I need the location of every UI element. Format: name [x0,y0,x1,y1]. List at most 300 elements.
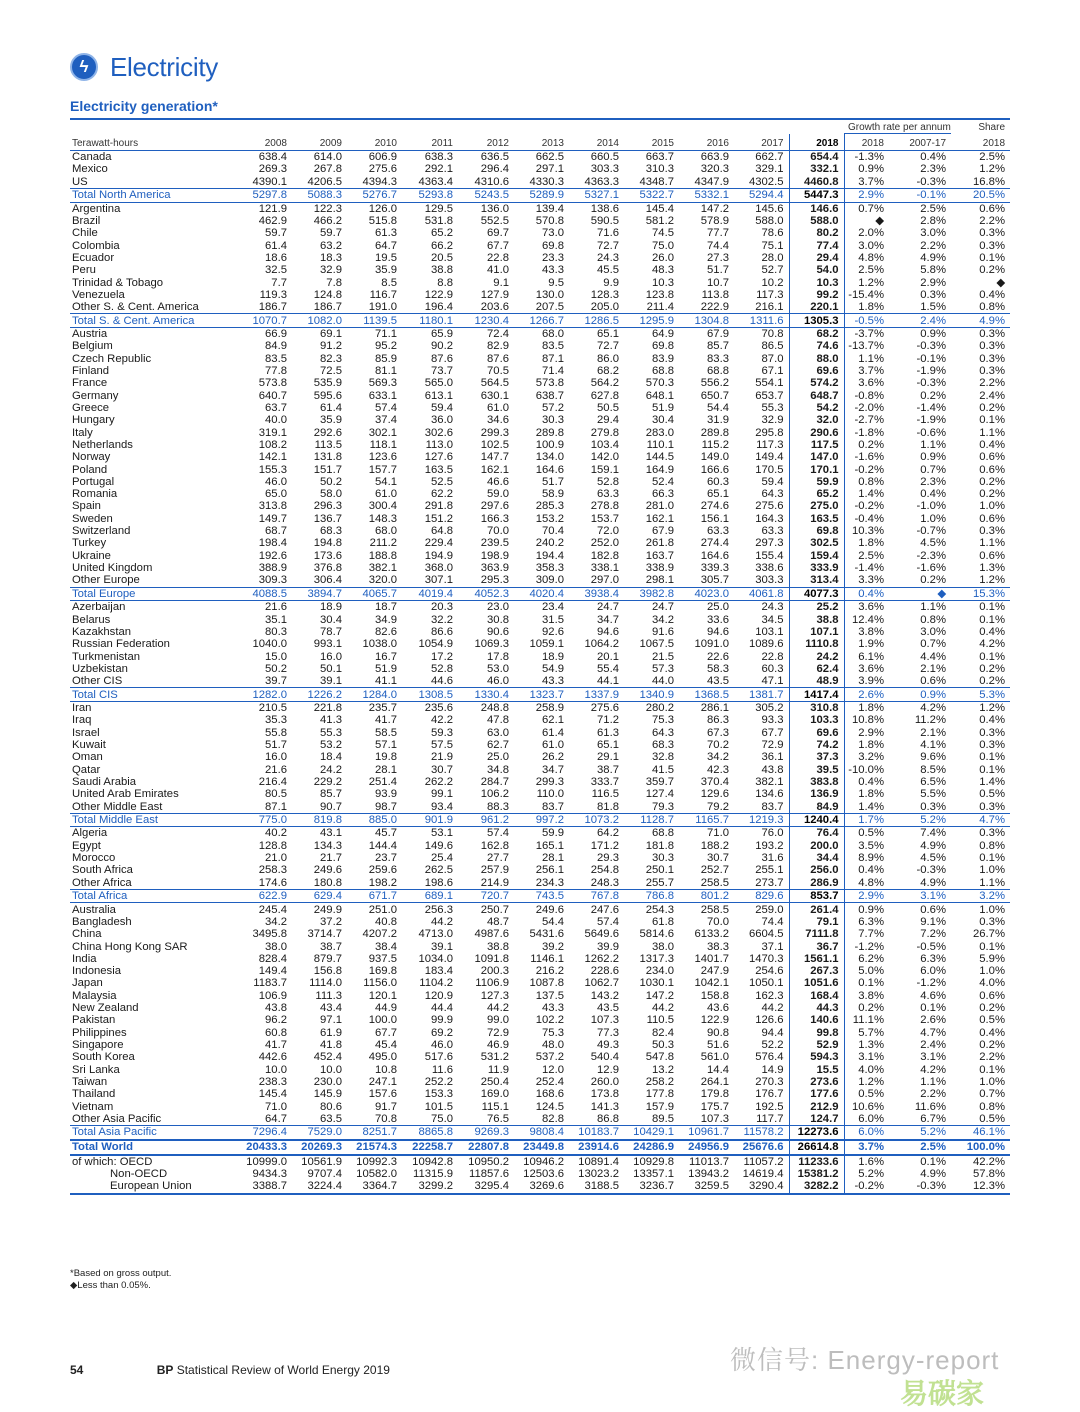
table-cell: 515.8 [368,215,397,227]
table-cell: 18.4 [320,751,342,764]
table-cell: 0.4% [920,151,947,164]
table-cell: 7.4% [920,827,947,840]
table-cell: 0.4% [844,864,889,876]
row-label: Israel [72,726,100,739]
table-cell: 92.6 [542,625,564,638]
table-cell: 1240.4 [789,813,844,827]
table-cell: -1.0% [916,500,947,513]
table-row [70,252,1010,264]
table-cell: 59.7 [320,227,342,240]
table-cell: 127.6 [424,451,453,464]
row-label: Singapore [72,1039,124,1052]
table-cell: 80.3 [265,625,287,638]
table-cell: 91.2 [320,340,342,353]
table-cell: 3.1% [889,889,951,903]
table-row [70,439,1010,451]
table-cell: 75.3 [652,714,674,727]
row-label: Chile [72,227,98,240]
table-cell: 123.6 [368,451,397,464]
table-cell: 25.2 [789,601,844,614]
table-cell: 442.6 [258,1051,287,1064]
share-header: Share [951,119,1010,134]
table-cell: 31.9 [707,414,729,427]
table-cell: 0.6% [979,202,1006,215]
table-cell: 0.4% [979,288,1006,301]
table-cell: 44.9 [375,1002,397,1015]
table-cell: 182.8 [590,549,619,562]
table-cell: 12273.6 [789,1126,844,1140]
table-cell: 43.5 [597,1002,619,1015]
table-cell: 3.7% [844,1140,889,1155]
table-cell: 258.5 [700,876,729,889]
table-cell: 7.8 [326,276,342,289]
table-cell: 10.6% [844,1100,889,1112]
table-cell: 48.9 [789,675,844,688]
section-title: Electricity [110,51,218,82]
row-label: Saudi Arabia [72,775,137,788]
table-cell: 106.2 [480,788,509,801]
row-label: Total CIS [70,688,236,702]
table-cell: 198.4 [258,537,287,550]
table-cell: 1368.5 [679,688,734,702]
table-cell: 2.3% [920,475,947,488]
table-cell: 38.7 [597,763,619,776]
table-cell: 689.1 [402,889,458,903]
table-cell: 63.3 [761,525,784,538]
table-cell: 5322.7 [624,188,679,202]
table-cell: 59.9 [542,827,564,840]
table-cell: 67.7 [487,239,509,252]
table-cell: 113.0 [425,438,453,451]
table-cell: 163.5 [789,513,844,525]
column-header: 2010 [347,134,402,151]
table-cell: 44.2 [761,1002,784,1015]
table-cell: 5297.8 [236,188,292,202]
table-cell: 3.3% [844,574,889,587]
table-cell: 5327.1 [569,188,624,202]
table-cell: 0.2% [979,475,1006,488]
table-cell: 1.8% [844,788,889,800]
row-label: Other S. & Cent. America [72,301,199,314]
table-cell: 786.8 [624,889,679,903]
table-cell: ◆ [889,587,951,601]
table-cell: 51.9 [652,401,674,414]
table-cell: 80.5 [265,788,287,801]
table-cell: 41.3 [320,714,342,727]
table-cell: 62.4 [789,663,844,675]
table-cell: 21.6 [265,601,287,614]
row-label: Total Europe [70,587,236,601]
table-cell: 743.5 [514,889,569,903]
table-cell: 181.8 [645,839,674,852]
table-cell: 1091.8 [474,952,509,965]
table-cell: 262.2 [424,775,453,788]
table-cell: 252.0 [590,537,619,550]
table-cell: 6.0% [844,1113,889,1126]
row-label: Thailand [72,1088,116,1101]
table-cell: -2.3% [916,549,947,562]
table-cell: 17.8 [487,650,509,663]
table-cell: 9.9 [603,276,619,289]
table-cell: 9.1 [493,276,509,289]
table-cell: 5289.9 [514,188,569,202]
table-cell: 13357.1 [633,1168,674,1181]
table-cell: 52.2 [761,1039,784,1052]
table-cell: 68.8 [707,365,729,378]
row-label: Ukraine [72,549,111,562]
table-cell: 564.2 [590,377,619,390]
row-label: Other Africa [72,876,132,889]
table-cell: 1304.8 [679,314,734,328]
table-cell: 633.1 [368,389,397,402]
table-cell: 299.3 [480,426,509,439]
table-cell: 70.5 [487,365,509,378]
table-cell: 274.4 [700,537,729,550]
table-cell: 198.9 [480,549,509,562]
table-row [70,1076,1010,1088]
table-cell: 256.0 [789,864,844,876]
table-cell: 83.3 [707,352,729,365]
table-cell: 320.0 [368,574,397,587]
table-cell: -2.7% [844,414,889,426]
table-cell: 86.0 [597,352,619,365]
table-cell: 332.1 [789,163,844,175]
table-cell: -0.1% [889,188,951,202]
table-cell: 24.7 [652,601,674,614]
table-cell: 3.8% [844,990,889,1002]
table-cell: 64.7 [265,1112,287,1125]
table-cell: 66.9 [265,328,287,341]
table-cell: 216.2 [535,965,564,978]
table-cell: 192.6 [258,549,287,562]
table-cell: 86.6 [431,625,453,638]
table-cell: 648.7 [789,390,844,402]
table-cell: 59.4 [761,475,784,488]
table-cell: 2.5% [844,264,889,276]
row-label: New Zealand [72,1002,139,1015]
table-cell: 313.8 [258,500,287,513]
table-cell: 4.2% [920,702,947,715]
table-cell: 180.8 [313,876,342,889]
table-cell: 38.8 [431,264,453,277]
table-cell: 64.8 [431,525,453,538]
table-cell: 250.4 [480,1075,509,1088]
table-cell: 885.0 [347,813,402,827]
table-cell: 234.3 [535,876,564,889]
table-cell: 12.3% [951,1180,1010,1193]
table-cell: 1038.0 [362,638,397,651]
table-cell: 57.3 [652,662,674,675]
row-label: Australia [72,903,116,916]
table-cell: 102.2 [535,1014,564,1027]
table-cell: 156.8 [313,965,342,978]
table-cell: 295.3 [480,574,509,587]
table-cell: 111.3 [315,989,342,1002]
table-cell: 15.0 [265,650,287,663]
table-row [70,163,1010,175]
table-cell: 78.7 [320,625,342,638]
table-cell: 11857.6 [469,1168,509,1181]
table-cell: 5.7% [844,1027,889,1039]
table-cell: 5.2% [889,1126,951,1140]
table-cell: 57.1 [375,738,397,751]
table-cell: 117.7 [756,1112,784,1125]
table-cell: 574.2 [789,377,844,389]
table-cell: 297.3 [755,537,784,550]
table-cell: 93.4 [431,800,453,813]
table-cell: 37.2 [320,915,342,928]
table-cell: 240.2 [535,537,564,550]
table-cell: 193.2 [755,839,784,852]
table-cell: -0.2% [844,463,889,475]
table-cell: 39.1 [431,940,453,953]
table-cell: 0.4% [844,776,889,788]
table-cell: 79.1 [789,916,844,928]
table-cell: 61.9 [320,1026,342,1039]
table-cell: 319.1 [258,426,287,439]
row-label: Hungary [72,414,115,427]
table-cell: 1262.2 [584,952,619,965]
table-row [70,977,1010,989]
row-label: Switzerland [72,525,131,538]
table-cell: 7.7% [844,928,889,940]
table-cell: 0.7% [979,1088,1006,1101]
table-cell: 44.6 [431,675,453,688]
footer-publication: Statistical Review of World Energy 2019 [176,1363,390,1377]
table-cell: 229.4 [424,537,453,550]
table-cell: 3299.2 [402,1180,458,1193]
table-cell: 71.0 [707,827,729,840]
table-cell: 47.8 [487,714,509,727]
table-row [70,877,1010,890]
table-cell: 34.2 [265,915,287,928]
table-cell: 10942.8 [412,1155,453,1168]
table-row [70,852,1010,864]
table-cell: 31.5 [542,613,564,626]
table-cell: 113.8 [701,288,729,301]
table-cell: 235.7 [368,702,397,715]
table-cell: 229.2 [313,775,342,788]
table-cell: 58.5 [375,726,397,739]
table-cell: 22.8 [761,650,784,663]
table-row [70,1039,1010,1051]
table-cell: 11315.9 [413,1168,453,1181]
table-cell: 149.4 [258,965,287,978]
table-cell: 0.3% [979,227,1006,240]
table-cell: 630.1 [480,389,509,402]
table-row [70,965,1010,977]
table-cell: 16.7 [375,650,397,663]
table-cell: 88.3 [487,800,509,813]
table-cell: 1073.2 [569,813,624,827]
table-cell: 220.1 [789,301,844,314]
table-cell: 4.9% [920,251,947,264]
table-cell: 101.5 [424,1100,453,1113]
table-cell: -1.6% [844,451,889,463]
table-cell: 110.5 [646,1014,674,1027]
table-cell: -0.4% [844,513,889,525]
table-cell: 302.1 [368,426,397,439]
table-cell: 10946.2 [523,1155,564,1168]
table-cell: 17.2 [431,650,453,663]
table-cell: 258.5 [700,903,729,916]
table-cell: 25.0 [707,601,729,614]
table-cell: 138.6 [590,202,619,215]
table-cell: 251.0 [368,903,397,916]
table-row [70,613,1010,625]
table-cell: 28.0 [761,251,784,264]
table-row [70,1014,1010,1026]
table-cell: 49.3 [597,1039,619,1052]
table-cell: 5.9% [979,952,1006,965]
table-cell: 0.6% [920,675,947,688]
table-cell: -0.6% [916,426,947,439]
table-cell: 4.0% [844,1064,889,1076]
table-cell: 10561.9 [301,1155,342,1168]
table-cell: 10.2 [761,276,784,289]
row-label: Russian Federation [72,638,170,651]
table-cell: 313.4 [789,574,844,587]
table-cell: 4.5% [920,852,947,865]
table-cell: 38.3 [707,940,729,953]
table-cell: 13023.2 [578,1168,619,1181]
table-cell: 24.2 [320,763,342,776]
table-cell: 177.6 [789,1088,844,1100]
table-row [70,377,1010,389]
table-cell: 283.0 [645,426,674,439]
table-cell: 116.7 [369,288,397,301]
table-cell: 211.2 [369,537,397,550]
column-header: 2011 [402,134,458,151]
table-cell: 1.8% [844,701,889,714]
table-cell: 46.9 [487,1039,509,1052]
table-cell: 30.7 [431,763,453,776]
table-cell: 155.4 [755,549,784,562]
table-cell: 32.2 [431,613,453,626]
table-cell: 169.8 [368,965,397,978]
table-cell: 211.4 [646,301,674,314]
column-header: 2017 [734,134,789,151]
total-row [70,889,1010,903]
table-cell: 0.4% [920,488,947,501]
table-cell: 0.1% [920,1155,947,1168]
table-cell: -1.2% [916,977,947,990]
table-cell: 6.2% [844,953,889,965]
table-cell: 4.7% [951,813,1010,827]
table-cell: 254.6 [755,965,784,978]
table-cell: 4.2% [920,1063,947,1076]
table-cell: -0.3% [916,377,947,390]
table-cell: 1417.4 [789,688,844,702]
table-cell: ◆ [996,276,1006,289]
table-cell: 80.2 [789,227,844,239]
table-row [70,827,1010,840]
table-cell: 69.6 [789,727,844,739]
table-row [70,1168,1010,1180]
table-cell: 47.1 [761,675,784,688]
footnotes [70,1268,171,1292]
table-cell: 274.6 [700,500,729,513]
table-cell: 9.5 [548,276,564,289]
table-cell: 52.5 [431,475,453,488]
table-cell: 0.3% [979,726,1006,739]
table-cell: 590.5 [590,215,619,227]
table-cell: 192.5 [755,1100,784,1113]
table-cell: 29.3 [597,852,619,865]
table-cell: 1091.0 [694,638,729,651]
row-label: China [72,928,102,941]
table-cell: 0.3% [979,328,1006,341]
table-cell: 1042.1 [694,977,729,990]
table-row [70,714,1010,726]
table-cell: 41.8 [320,1039,342,1052]
table-cell: 12.4% [844,613,889,625]
table-cell: -0.3% [916,175,947,188]
table-cell: 581.2 [645,215,674,227]
table-cell: 34.4 [789,852,844,864]
table-cell: 3.7% [844,176,889,189]
table-row [70,574,1010,587]
table-cell: 1180.1 [402,314,458,328]
table-cell: 124.5 [535,1100,564,1113]
table-row [70,940,1010,952]
footnote: *Based on gross output. [70,1268,172,1279]
row-label: France [72,377,108,390]
table-cell: 107.3 [700,1112,729,1125]
table-cell: 186.7 [313,301,342,314]
table-cell: 0.2% [920,389,947,402]
table-cell: 2.2% [979,215,1006,227]
table-cell: 75.0 [652,239,674,252]
table-cell: 66.2 [431,239,453,252]
table-cell: 333.9 [789,562,844,574]
table-cell: 30.3 [542,414,564,427]
table-row [70,451,1010,463]
table-cell: 540.4 [590,1051,619,1064]
table-cell: 24.2 [789,650,844,662]
table-cell: 0.5% [979,1112,1006,1125]
table-cell: 1.4% [979,775,1006,788]
table-cell: 1.8% [844,537,889,549]
table-cell: 68.7 [265,525,287,538]
row-label: India [72,952,97,965]
table-cell: 552.5 [480,215,509,227]
table-row [70,463,1010,475]
table-cell: 606.9 [368,151,397,164]
table-cell: 305.2 [755,702,784,715]
column-header: 2015 [624,134,679,151]
table-cell: 1266.7 [514,314,569,328]
table-cell: 452.4 [313,1051,342,1064]
table-row [70,1180,1010,1193]
table-row [70,916,1010,928]
row-label: Kuwait [72,738,106,751]
table-cell: 4310.6 [474,175,509,188]
table-cell: 298.1 [645,574,674,587]
table-cell: 297.6 [480,500,509,513]
table-cell: 85.7 [707,340,729,353]
table-cell: 64.2 [597,827,619,840]
table-cell: 251.4 [368,775,397,788]
table-cell: 51.9 [375,662,397,675]
table-cell: 720.7 [458,889,514,903]
table-cell: 18.3 [320,251,342,264]
table-cell: 63.0 [487,726,509,739]
table-cell: 12503.6 [523,1168,564,1181]
row-label: Austria [72,328,108,341]
row-label: Other CIS [72,675,123,688]
row-label: Non-OECD [110,1168,168,1181]
